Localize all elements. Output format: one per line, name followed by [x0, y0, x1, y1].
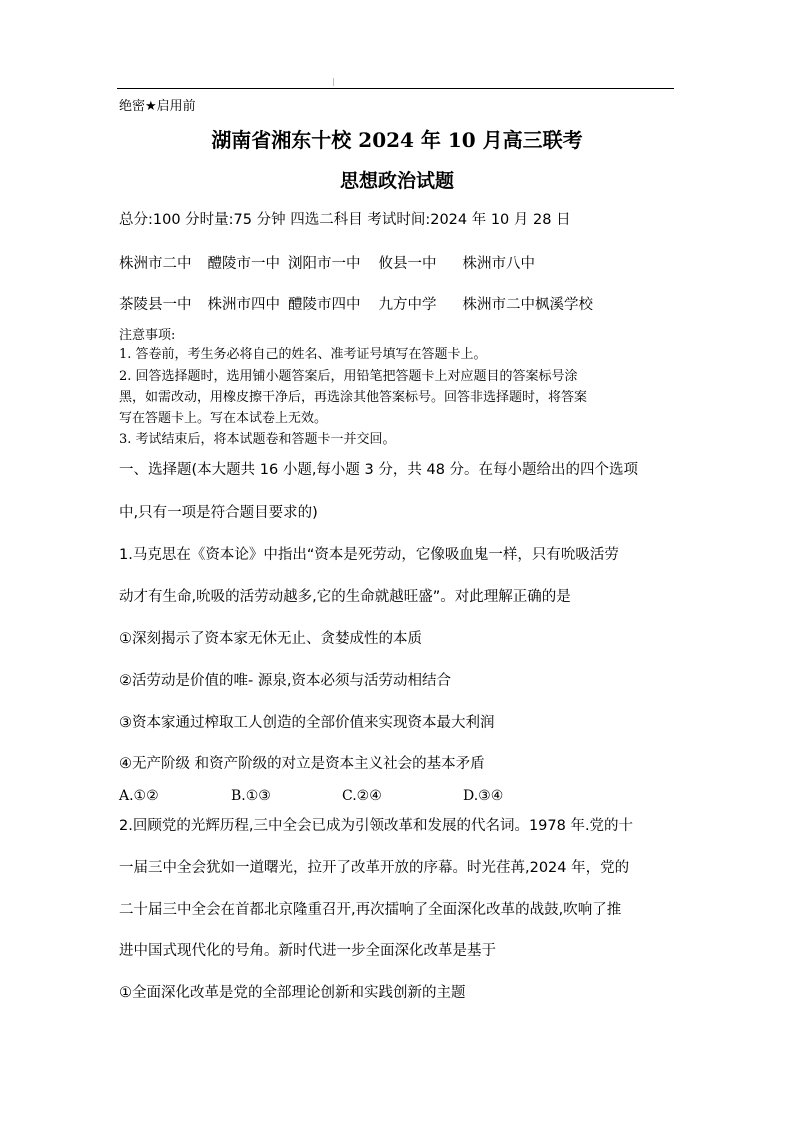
schools-row-1: [119, 254, 535, 274]
school-name: 茶陵县一中: [119, 297, 192, 313]
q1-option-d: D.③④: [463, 788, 504, 804]
school-name: 醴陵市一中: [207, 256, 280, 272]
section-heading-cont: 中,只有一项是符合题目要求的): [119, 505, 318, 521]
notice-item: 黑，如需改动，用橡皮擦干净后，再选涂其他答案标号。回答非选择题时，将答案: [119, 390, 588, 405]
q2-stem: 一届三中全会犹如一道曙光，拉开了改革开放的序幕。时光荏苒,2024 年，党的: [119, 860, 630, 876]
exam-info: 总分:100 分时量:75 分钟 四选二科目 考试时间:2024 年 10 月 28 日: [119, 212, 571, 228]
q1-statement: ①深刻揭示了资本家无休无止、贪婪成性的本质: [119, 631, 422, 647]
q1-option-a: A.①②: [119, 788, 159, 804]
schools-row-2: [119, 295, 593, 315]
header-rule: [117, 88, 674, 89]
q1-stem: 1.马克思在《资本论》中指出“资本是死劳动，它像吸血鬼一样，只有吮吸活劳: [119, 547, 619, 563]
header-tick-mark: [333, 78, 334, 86]
notice-item: 写在答题卡上。写在本试卷上无效。: [119, 411, 328, 426]
notice-item: 3. 考试结束后，将本试题卷和答题卡一并交回。: [119, 432, 396, 447]
school-name: 株洲市二中: [119, 256, 192, 272]
q1-statement: ④无产阶级 和资产阶级的对立是资本主义社会的基本矛盾: [119, 756, 485, 772]
q1-statement: ②活劳动是价值的唯- 源泉,资本必须与活劳动相结合: [119, 673, 451, 689]
q2-stem: 进中国式现代化的号角。新时代进一步全面深化改革是基于: [119, 943, 496, 959]
school-name: 株洲市八中: [462, 256, 535, 272]
q1-statement: ③资本家通过榨取工人创造的全部价值来实现资本最大利润: [119, 715, 495, 731]
school-name: 株洲市二中枫溪学校: [462, 297, 593, 313]
q2-stem: 2.回顾党的光辉历程,三中全会已成为引领改革和发展的代名词。1978 年.党的十: [119, 818, 634, 834]
exam-subtitle: 思想政治试题: [339, 170, 454, 192]
school-name: 攸县一中: [378, 256, 437, 272]
q1-stem: 动才有生命,吮吸的活劳动越多,它的生命就越旺盛”。对此理解正确的是: [119, 589, 571, 605]
q2-statement: ①全面深化改革是党的全部理论创新和实践创新的主题: [119, 985, 466, 1001]
school-name: 九方中学: [378, 297, 437, 313]
exam-title: 湖南省湘东十校 2024 年 10 月高三联考: [211, 128, 583, 152]
school-name: 醴陵市四中: [288, 297, 361, 313]
q1-option-c: C.②④: [342, 788, 382, 804]
school-name: 株洲市四中: [207, 297, 280, 313]
section-heading: 一、选择题(本大题共 16 小题,每小题 3 分，共 48 分。在每小题给出的四个选项: [119, 462, 639, 478]
q1-option-b: B.①③: [231, 788, 271, 804]
school-name: 浏阳市一中: [288, 256, 361, 272]
notice-item: 2. 回答选择题时，选用铺小题答案后，用铅笔把答题卡上对应题目的答案标号涂: [119, 369, 578, 384]
notice-item: 1. 答卷前，考生务必将自己的姓名、准考证号填写在答题卡上。: [119, 347, 487, 362]
secret-mark: 绝密★启用前: [119, 99, 196, 114]
notice-heading: 注意事项:: [119, 328, 176, 343]
q2-stem: 二十届三中全会在首都北京隆重召开,再次擂响了全面深化改革的战鼓,吹响了推: [119, 902, 622, 918]
